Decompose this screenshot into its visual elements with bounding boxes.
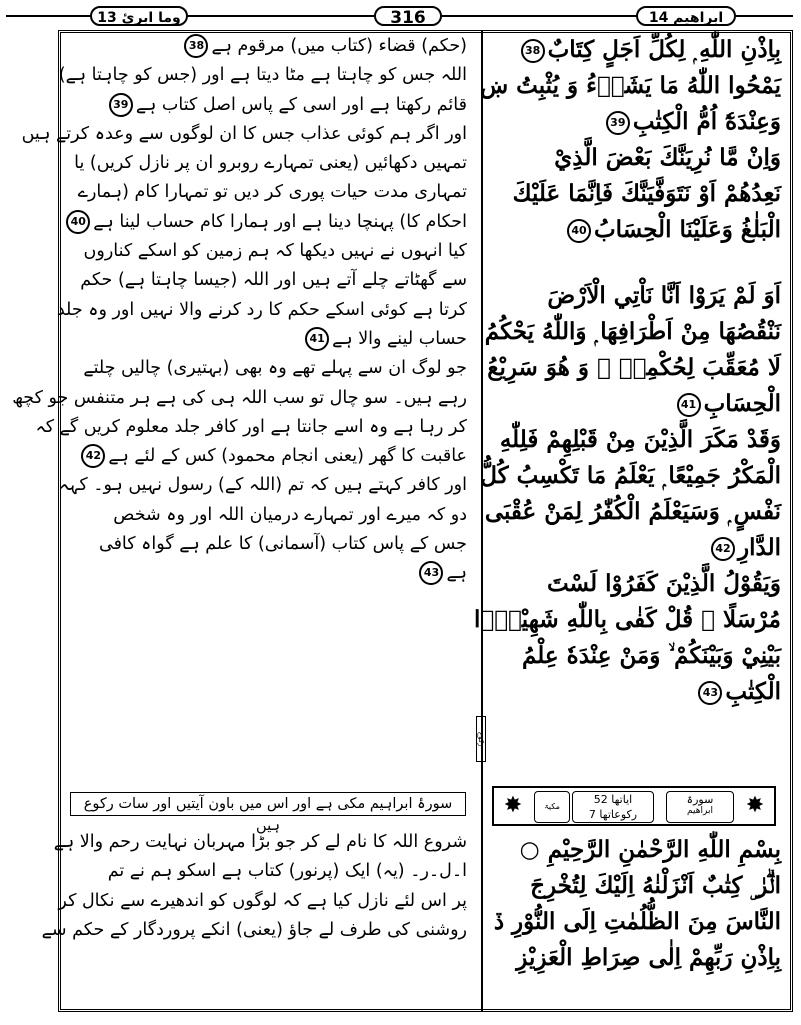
star-ornament-icon: ✸: [503, 793, 523, 818]
line-text: احکام کا) پہنچا دینا ہے اور ہمارا کام حساب لینا ہے: [93, 211, 467, 232]
line-text: رہے ہیں۔ سو چال تو سب اللہ ہی کی ہے ہر متنفس جو کچھ: [12, 387, 467, 408]
arabic-column: [474, 32, 781, 710]
line-text: الْمَكْرُ جَمِيْعًا ۭ يَعْلَمُ مَا تَكْسِبُ كُلُّ: [480, 462, 781, 489]
translation-line: [62, 501, 467, 530]
header-rule-left: [6, 15, 90, 17]
line-text: قائم رکھتا ہے اور اسی کے پاس اصل کتاب ہے: [135, 94, 467, 115]
ayat-count: ایاتھا 52: [593, 793, 633, 806]
translation-line: [62, 178, 467, 207]
arabic-line: [480, 458, 781, 494]
line-text: بِسْمِ اللّٰهِ الرَّحْمٰنِ الرَّحِيْمِ ○: [519, 836, 781, 863]
translation-bottom: [41, 828, 467, 945]
arabic-line: [480, 68, 781, 104]
verse-number: 41: [305, 327, 329, 351]
translation-line: [12, 384, 467, 413]
surah-summary: سورۂ ابراہیم مکی ہے اور اس میں باون آیتیں اور سات رکوع ہیں: [70, 792, 466, 816]
line-text: اَوَ لَمْ يَرَوْا اَنَّا نَاْتِي الْاَرْضَ: [547, 282, 781, 309]
verse-number: 40: [66, 210, 90, 234]
line-text: تمہیں دکھائیں (یعنی تمہارے روبرو ان پر نازل کریں) یا: [74, 153, 467, 174]
line-text: تمہاری مدت حیات پوری کر دیں تو تمہارا کام (ہمارے: [77, 182, 467, 203]
translation-line: [62, 442, 467, 471]
arabic-line: [484, 494, 781, 530]
header-rule-right: [736, 15, 793, 17]
translation-line: [53, 828, 467, 857]
line-text: وَعِنْدَهٗٓ اُمُّ الْكِتٰبِ: [632, 108, 781, 135]
line-text: دو کہ میرے اور تمہارے درمیان اللہ اور وہ شخص: [113, 504, 467, 525]
arabic-line: [487, 140, 781, 176]
translation-line: [62, 237, 467, 266]
translation-line: [62, 325, 467, 354]
arabic-bottom: [487, 832, 781, 976]
verse-number: 42: [81, 444, 105, 468]
arabic-line: [487, 832, 781, 868]
translation-line: [62, 91, 467, 120]
verse-number: 38: [184, 34, 208, 58]
arabic-line: [474, 602, 781, 638]
line-text: کر رہا ہے وہ اسے جانتا ہے اور کافر جلد معلوم کریں گے کہ: [35, 416, 467, 437]
translation-line: [41, 916, 467, 945]
line-text: ہے: [446, 563, 467, 584]
line-text: الْبَلٰغُ وَعَلَيْنَا الْحِسَابُ: [594, 216, 781, 243]
line-text: يَمْحُوا اللّٰهُ مَا يَشَاۗءُ وَ يُثْبِتُ ښ: [480, 72, 781, 99]
arabic-line: [487, 278, 781, 314]
line-text: الۗرٰ ۣ كِتٰبٌ اَنْزَلْنٰهُ اِلَيْكَ لِتُخْرِجَ: [530, 872, 781, 899]
line-text: وَيَقُوْلُ الَّذِيْنَ كَفَرُوْا لَسْتَ: [546, 570, 781, 597]
line-text: اور کافر کہتے ہیں کہ تم (اللہ کے) رسول نہیں ہو۔ کہہ: [58, 475, 467, 496]
arabic-line: [487, 32, 781, 68]
line-text: نَعِدُهُمْ اَوْ نَتَوَفَّيَنَّكَ فَاِنَّمَا عَلَيْكَ: [512, 180, 781, 207]
arabic-line: [487, 530, 781, 566]
line-text: نَنْقُصُهَا مِنْ اَطْرَافِهَا ۭ وَاللّٰهُ يَحْكُمُ: [484, 318, 781, 345]
translation-line: [56, 296, 467, 325]
arabic-line: [487, 212, 781, 248]
line-text: نَفْسٍ ۭ وَسَيَعْلَمُ الْكُفّٰرُ لِمَنْ عُقْبَى: [484, 498, 781, 525]
line-text: النَّاسَ مِنَ الظُّلُمٰتِ اِلَى النُّوْرِ ڏ: [493, 908, 781, 935]
arabic-line: [487, 104, 781, 140]
line-text: کرتا ہے کوئی اسکے حکم کا رد کرنے والا نہیں اور وہ جلد: [56, 299, 467, 320]
line-text: مُرْسَلًا ۭ قُلْ كَفٰى بِاللّٰهِ شَهِيْدًۢا: [474, 606, 781, 633]
verse-number: 43: [698, 681, 722, 705]
line-text: الْكِتٰبِ: [725, 678, 781, 705]
verse-number: 43: [419, 561, 443, 585]
arabic-line: [487, 566, 781, 602]
surah-label: ابراھیم 14: [636, 6, 736, 26]
translation-line: [62, 266, 467, 295]
line-text: پر اس لئے نازل کیا ہے کہ لوگوں کو اندھیرے سے نکال کر: [58, 890, 467, 911]
surah-name-line: ابراھیم: [687, 806, 713, 816]
translation-line: [62, 857, 467, 886]
ayat-count-badge: [572, 791, 654, 823]
surah-type: مکیۃ: [544, 802, 560, 811]
line-text: اور اگر ہم کوئی عذاب جس کا ان لوگوں سے وعدہ کرتے ہیں: [21, 123, 467, 144]
header-rule-right-center: [442, 15, 636, 17]
line-text: بَيْنِيْ وَبَيْنَكُمْ ۙ وَمَنْ عِنْدَهٗ عِلْمُ: [522, 642, 781, 669]
page-header: [6, 4, 793, 28]
line-text: الْحِسَابِ: [703, 390, 781, 417]
verse-number: 40: [567, 219, 591, 243]
arabic-line: [487, 868, 781, 904]
line-text: الدَّارِ: [738, 534, 781, 561]
surah-header-box: [492, 786, 776, 826]
line-text: شروع اللہ کا نام لے کر جو بڑا مہربان نہایت رحم والا ہے: [53, 832, 467, 852]
ruku-marker: رکوع: [476, 716, 486, 762]
arabic-line: [487, 904, 781, 940]
column-divider: [481, 30, 483, 1012]
line-text: جس کے پاس کتاب (آسمانی) کا علم ہے گواہ کافی: [98, 534, 467, 555]
line-text: ا۔ل۔ر۔ (یہ) ایک (پرنور) کتاب ہے اسکو ہم نے تم: [107, 861, 467, 882]
line-text: روشنی کی طرف لے جاؤ (یعنی) انکے پروردگار کے حکم سے: [41, 919, 467, 940]
line-text: وَقَدْ مَكَرَ الَّذِيْنَ مِنْ قَبْلِهِمْ فَلِلّٰهِ: [499, 426, 781, 453]
line-text: (حکم) قضاء (کتاب میں) مرقوم ہے: [211, 36, 467, 56]
juz-label: وما ابرئ 13: [90, 6, 188, 26]
arabic-line: [484, 314, 781, 350]
translation-line: [58, 887, 467, 916]
translation-line: [58, 61, 467, 90]
arabic-line: [487, 386, 781, 422]
arabic-line: [487, 176, 781, 212]
surah-name-badge: [666, 791, 734, 823]
translation-column: [12, 32, 467, 589]
line-text: بِاِذْنِ رَبِّهِمْ اِلٰى صِرَاطِ الْعَزِيْزِ: [516, 944, 781, 971]
surah-name-line: سورۃ: [686, 793, 714, 806]
translation-line: [62, 208, 467, 237]
translation-line: [62, 354, 467, 383]
translation-line: [62, 149, 467, 178]
line-text: عاقبت کا گھر (یعنی انجام محمود) کس کے لئے ہے: [108, 446, 467, 467]
translation-line: [21, 120, 467, 149]
translation-line: [62, 559, 467, 588]
translation-line: [62, 32, 467, 61]
arabic-line: [487, 674, 781, 710]
page-number: 316: [374, 6, 442, 26]
line-text: وَاِنْ مَّا نُرِيَنَّكَ بَعْضَ الَّذِيْ: [554, 144, 781, 171]
line-text: لَا مُعَقِّبَ لِحُكْمِهٖ ۭ وَ هُوَ سَرِيْعُ: [487, 354, 781, 381]
arabic-line: [487, 638, 781, 674]
header-rule-left-center: [188, 15, 374, 17]
ruku-count: رکوعاتھا 7: [588, 808, 638, 821]
verse-number: 39: [109, 93, 133, 117]
line-text: بِاِذْنِ اللّٰهِ ۭ لِكُلِّ اَجَلٍ كِتَابٌ: [547, 36, 781, 63]
line-text: سے گھٹاتے چلے آتے ہیں اور اللہ (جیسا چاہتا ہے) حکم: [80, 270, 467, 291]
translation-line: [35, 413, 467, 442]
line-text: جو لوگ ان سے پہلے تھے وہ بھی (بہتیری) چالیں چلتے: [83, 358, 467, 379]
verse-number: 42: [711, 537, 735, 561]
verse-number: 41: [677, 393, 701, 417]
verse-number: 39: [606, 111, 630, 135]
verse-number: 38: [521, 39, 545, 63]
translation-line: [58, 471, 467, 500]
translation-line: [62, 530, 467, 559]
line-text: کیا انہوں نے نہیں دیکھا کہ ہم زمین کو اسکے کناروں: [83, 241, 467, 262]
surah-type-badge: [534, 791, 570, 823]
line-text: اللہ جس کو چاہتا ہے مٹا دیتا ہے اور (جس کو چاہتا ہے): [58, 65, 467, 86]
star-ornament-icon: ✸: [745, 793, 765, 818]
arabic-line: [487, 350, 781, 386]
arabic-line: [487, 422, 781, 458]
line-text: حساب لینے والا ہے: [332, 328, 467, 349]
arabic-line: [487, 248, 781, 278]
arabic-line: [487, 940, 781, 976]
